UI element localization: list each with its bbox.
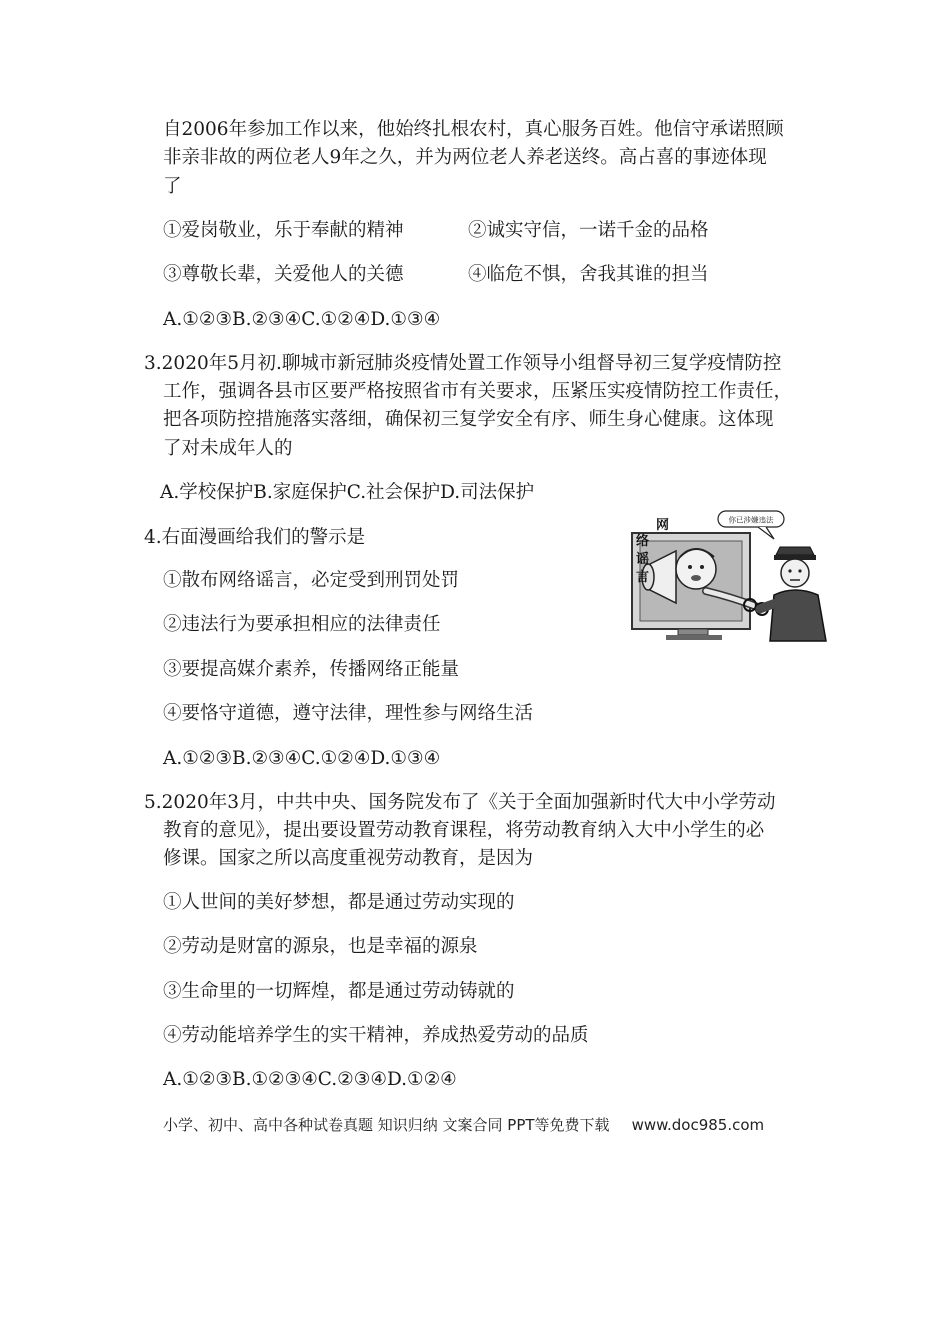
q5-option-2: ②劳动是财富的源泉，也是幸福的源泉 [163, 936, 478, 957]
q4-option-2: ②违法行为要承担相应的法律责任 [163, 614, 441, 635]
q2-option-2: ②诚实守信，一诺千金的品格 [468, 220, 709, 241]
q2-stem-line3: 了 [163, 176, 182, 197]
q4-option-3: ③要提高媒介素养，传播网络正能量 [163, 659, 460, 680]
q5-option-3: ③生命里的一切辉煌，都是通过劳动铸就的 [163, 981, 515, 1002]
q5-stem-line2: 教育的意见》，提出要设置劳动教育课程，将劳动教育纳入大中小学生的必 [163, 820, 765, 841]
q3-stem-line4: 了对未成年人的 [163, 438, 293, 459]
footer-text: 小学、初中、高中各种试卷真题 知识归纳 文案合同 PPT等免费下载 [163, 1116, 610, 1134]
q4-stem: 4.右面漫画给我们的警示是 [144, 527, 366, 548]
q2-option-1: ①爱岗敬业，乐于奉献的精神 [163, 220, 404, 241]
q3-choices: A.学校保护B.家庭保护C.社会保护D.司法保护 [160, 482, 535, 503]
comic-word-4: 言 [636, 570, 650, 585]
q5-stem-line1: 5.2020年3月，中共中央、国务院发布了《关于全面加强新时代大中小学劳动 [144, 792, 776, 813]
q5-option-4: ④劳动能培养学生的实干精神，养成热爱劳动的品质 [163, 1025, 589, 1046]
q2-stem-line1: 自2006年参加工作以来，他始终扎根农村，真心服务百姓。他信守承诺照顾 [163, 119, 784, 140]
footer-url[interactable]: www.doc985.com [631, 1116, 765, 1134]
q2-stem-line2: 非亲非故的两位老人9年之久，并为两位老人养老送终。高占喜的事迹体现 [163, 147, 767, 168]
q5-stem-line3: 修课。国家之所以高度重视劳动教育，是因为 [163, 848, 534, 869]
page-footer [163, 1114, 764, 1136]
comic-bubble-text: 你已涉嫌违法 [728, 515, 774, 525]
q2-option-3: ③尊敬长辈，关爱他人的关德 [163, 264, 404, 285]
internet-rumor-comic [626, 507, 832, 643]
comic-word-1: 网 [656, 518, 670, 533]
q5-option-1: ①人世间的美好梦想，都是通过劳动实现的 [163, 892, 515, 913]
q2-choices: A.①②③B.②③④C.①②④D.①③④ [163, 309, 441, 330]
comic-word-3: 谣 [636, 552, 650, 567]
comic-word-2: 络 [636, 534, 650, 549]
q3-stem-line3: 把各项防控措施落实落细，确保初三复学安全有序、师生身心健康。这体现 [163, 409, 774, 430]
q3-stem-line1: 3.2020年5月初.聊城市新冠肺炎疫情处置工作领导小组督导初三复学疫情防控 [144, 353, 782, 374]
q4-option-1: ①散布网络谣言，必定受到刑罚处罚 [163, 570, 460, 591]
q4-option-4: ④要恪守道德，遵守法律，理性参与网络生活 [163, 703, 534, 724]
q5-choices: A.①②③B.①②③④C.②③④D.①②④ [163, 1069, 457, 1090]
q4-choices: A.①②③B.②③④C.①②④D.①③④ [163, 748, 441, 769]
q2-option-4: ④临危不惧，舍我其谁的担当 [468, 264, 709, 285]
q3-stem-line2: 工作，强调各县市区要严格按照省市有关要求，压紧压实疫情防控工作责任， [163, 381, 793, 402]
